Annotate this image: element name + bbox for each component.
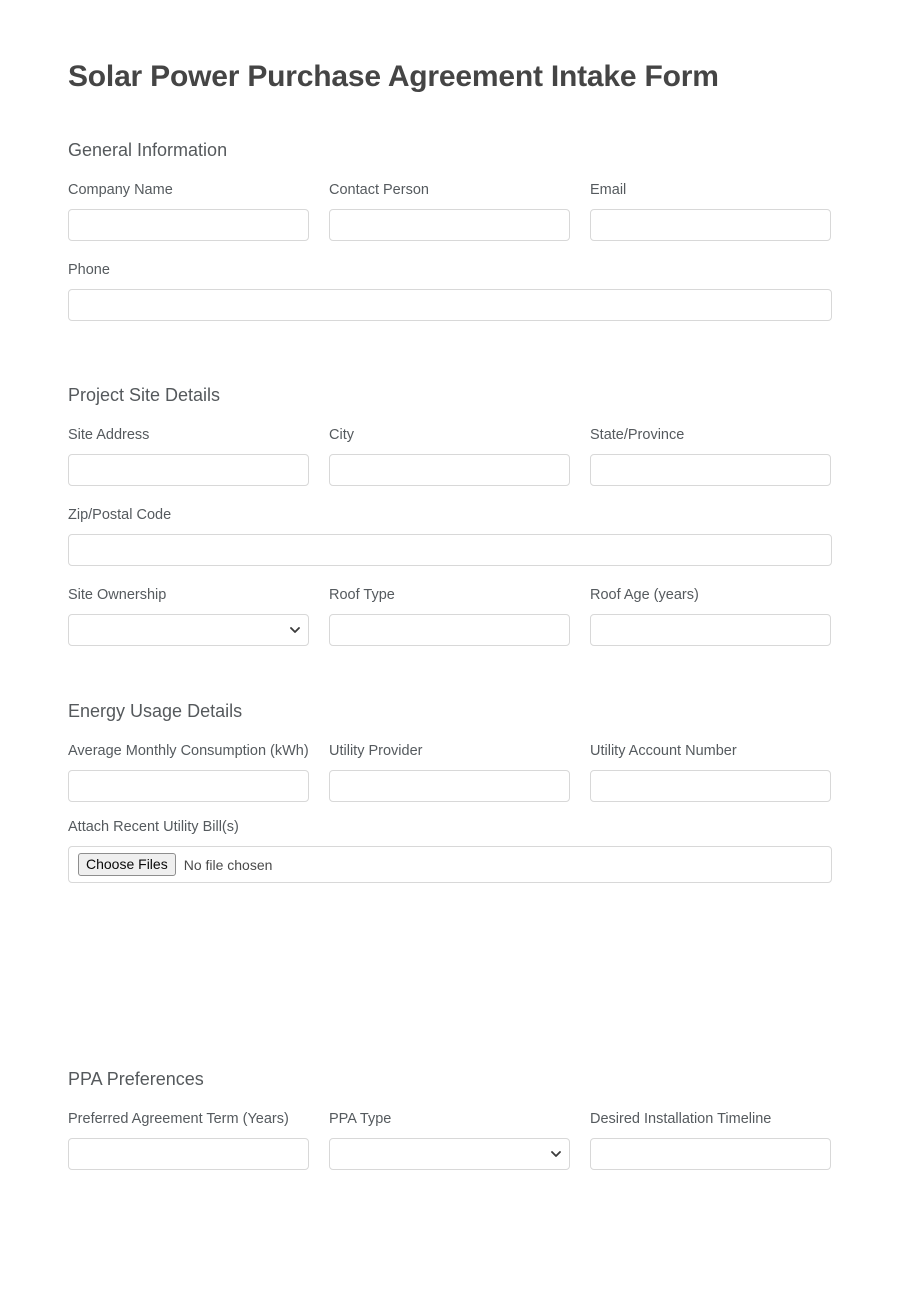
phone-input[interactable] (68, 289, 832, 321)
field-label: Zip/Postal Code (68, 507, 172, 523)
utility-account-number-input[interactable] (590, 770, 831, 802)
desired-installation-timeline-input[interactable] (590, 1138, 831, 1170)
section-general-information (68, 96, 832, 321)
field-label: Site Ownership (68, 587, 167, 603)
form-row (68, 181, 832, 241)
field-site-address (68, 426, 309, 486)
field-company-name (68, 181, 309, 241)
field-label: Roof Age (years) (590, 587, 699, 603)
utility-bills-file-input[interactable] (68, 846, 832, 883)
field-label: Desired Installation Timeline (590, 1111, 772, 1127)
form-row (68, 818, 832, 883)
state-province-input[interactable] (590, 454, 831, 486)
field-average-monthly-consumption (68, 742, 309, 802)
field-attach-utility-bills (68, 818, 832, 883)
field-label: Phone (68, 262, 110, 278)
field-label: State/Province (590, 427, 685, 443)
field-utility-account-number (590, 742, 831, 802)
choose-files-button[interactable]: Choose Files (78, 853, 176, 876)
field-label: Preferred Agreement Term (Years) (68, 1111, 289, 1127)
field-site-ownership (68, 586, 309, 646)
layout-spacer (68, 883, 832, 1068)
field-utility-provider (329, 742, 570, 802)
field-ppa-type (329, 1110, 570, 1170)
field-preferred-agreement-term (68, 1110, 309, 1170)
field-phone (68, 261, 832, 321)
form-row (68, 506, 832, 566)
ppa-type-select[interactable] (329, 1138, 570, 1170)
utility-provider-input[interactable] (329, 770, 570, 802)
field-label: Email (590, 182, 627, 198)
page-title: Solar Power Purchase Agreement Intake Form (68, 60, 719, 93)
file-status-text: No file chosen (183, 856, 273, 873)
field-label: Utility Provider (329, 743, 423, 759)
section-heading-ppa-preferences: PPA Preferences (68, 1069, 204, 1089)
zip-postal-code-input[interactable] (68, 534, 832, 566)
roof-age-input[interactable] (590, 614, 831, 646)
company-name-input[interactable] (68, 209, 309, 241)
site-ownership-select[interactable] (68, 614, 309, 646)
field-label: Roof Type (329, 587, 395, 603)
site-ownership-select-wrap (68, 614, 309, 646)
field-label: Company Name (68, 182, 173, 198)
section-heading-general-information: General Information (68, 140, 228, 160)
field-label: Utility Account Number (590, 743, 737, 759)
section-project-site-details (68, 321, 832, 646)
site-address-input[interactable] (68, 454, 309, 486)
roof-type-input[interactable] (329, 614, 570, 646)
field-city (329, 426, 570, 486)
contact-person-input[interactable] (329, 209, 570, 241)
section-heading-energy-usage-details: Energy Usage Details (68, 701, 243, 721)
section-ppa-preferences (68, 1068, 832, 1170)
form-row (68, 261, 832, 321)
preferred-agreement-term-input[interactable] (68, 1138, 309, 1170)
city-input[interactable] (329, 454, 570, 486)
field-roof-age (590, 586, 831, 646)
email-input[interactable] (590, 209, 831, 241)
field-zip-postal-code (68, 506, 832, 566)
form-row (68, 426, 832, 486)
field-label: City (329, 427, 354, 443)
section-energy-usage-details (68, 646, 832, 883)
average-monthly-consumption-input[interactable] (68, 770, 309, 802)
field-email (590, 181, 831, 241)
form-row (68, 1110, 832, 1170)
field-contact-person (329, 181, 570, 241)
section-heading-project-site-details: Project Site Details (68, 385, 221, 405)
field-state-province (590, 426, 831, 486)
form-row (68, 586, 832, 646)
field-label: Attach Recent Utility Bill(s) (68, 819, 239, 835)
ppa-type-select-wrap (329, 1138, 570, 1170)
field-label: PPA Type (329, 1111, 392, 1127)
field-label: Contact Person (329, 182, 429, 198)
form-row (68, 742, 832, 802)
field-label: Average Monthly Consumption (kWh) (68, 743, 309, 759)
field-roof-type (329, 586, 570, 646)
field-desired-installation-timeline (590, 1110, 831, 1170)
field-label: Site Address (68, 427, 150, 443)
